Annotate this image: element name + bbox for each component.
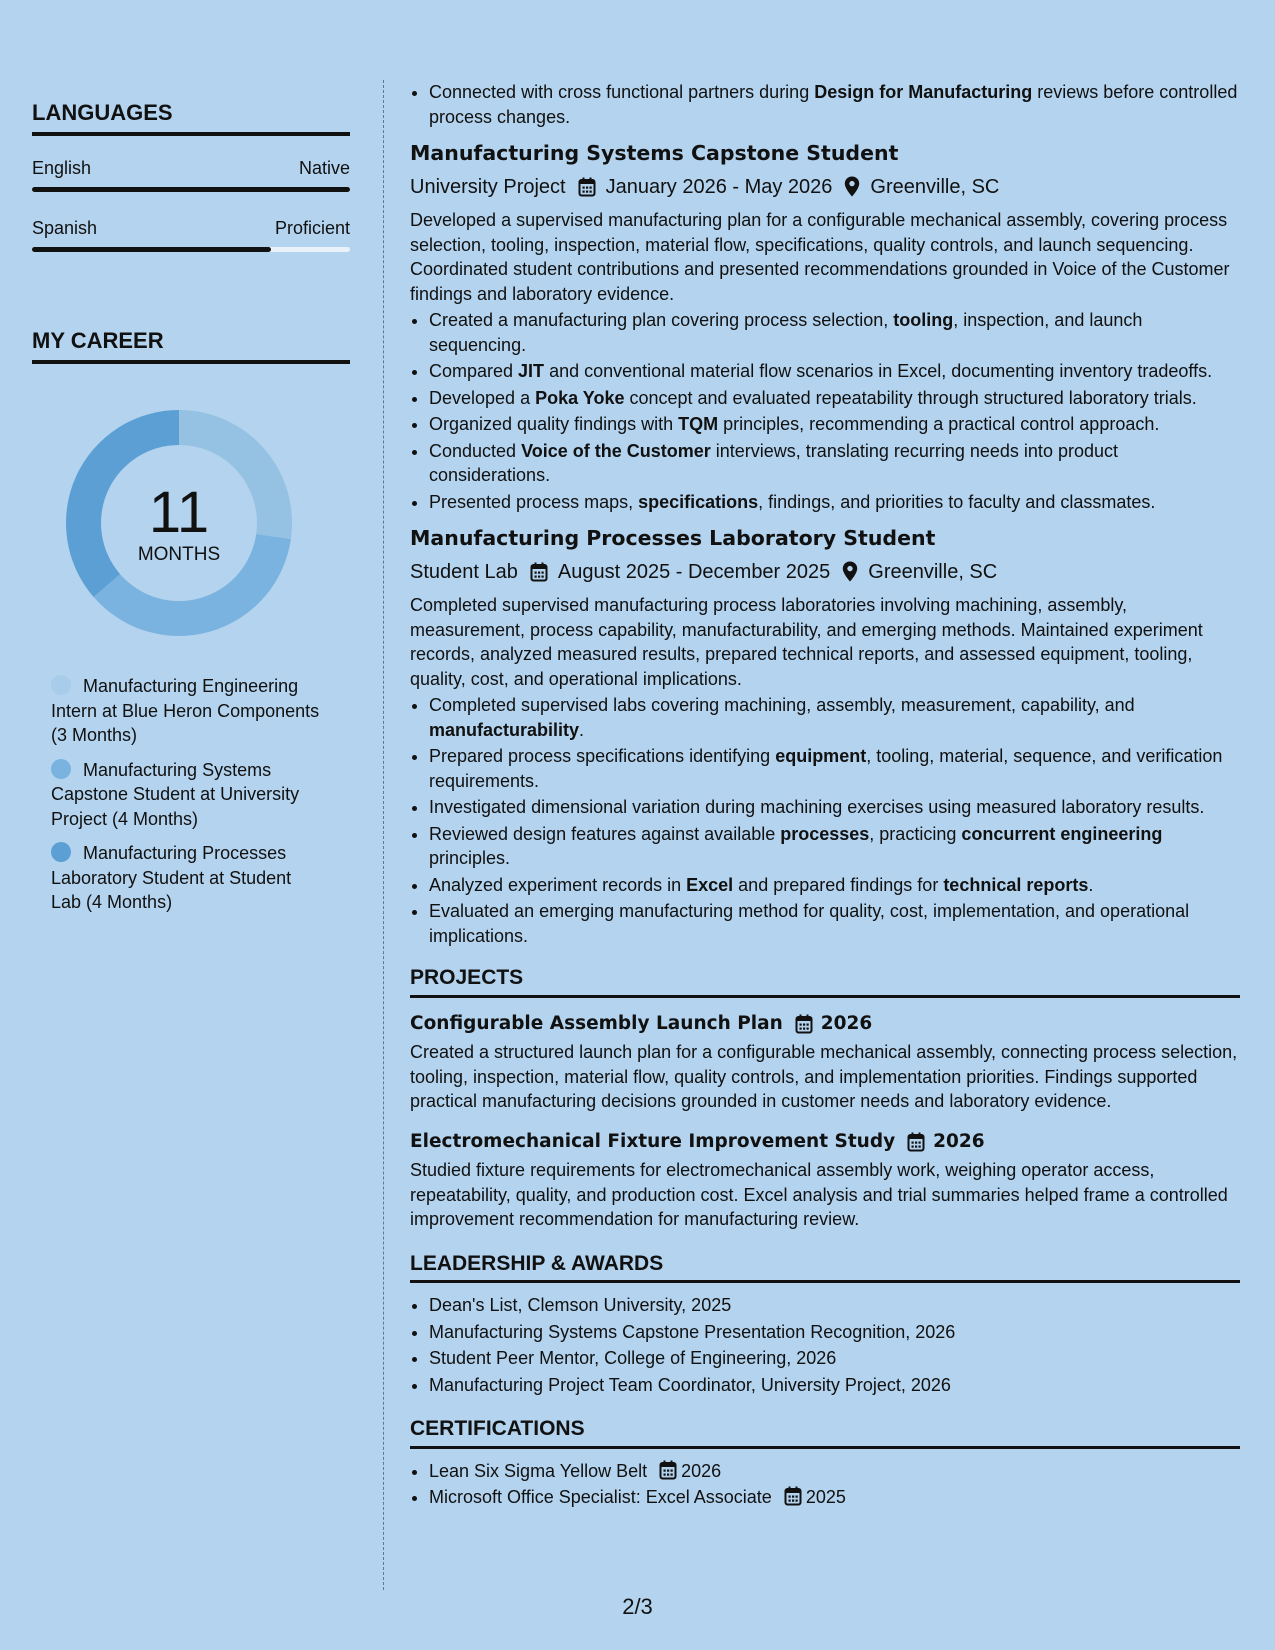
bullet-text: concept and evaluated repeatability through structured laboratory trials. bbox=[624, 387, 1197, 408]
certifications-heading: CERTIFICATIONS bbox=[410, 1417, 1240, 1449]
job-description: Completed supervised manufacturing process laboratories involving machining, assembly, measurement, process capability, manufacturability, and emerging methods. Maintained experiment records, analyzed measured results, prepared technical reports, and assessed equipment, tooling, quality, cost, and operational implications. bbox=[410, 595, 1203, 689]
bullet-keyword: Voice of the Customer bbox=[521, 440, 711, 461]
bullet-text: Presented process maps, bbox=[429, 491, 639, 512]
column-divider bbox=[383, 80, 384, 1590]
bullet-keyword: technical reports bbox=[943, 874, 1089, 895]
leadership-section bbox=[410, 1252, 1240, 1398]
continued-bullet-list bbox=[410, 80, 1240, 129]
job-title: Manufacturing Systems Capstone Student bbox=[410, 141, 899, 165]
legend-item bbox=[51, 674, 321, 748]
experience-list bbox=[410, 141, 1240, 948]
project-title-row bbox=[410, 1012, 1240, 1037]
language-proficiency-fill bbox=[32, 247, 271, 252]
certification-list bbox=[410, 1459, 1240, 1510]
bullet-text: . bbox=[579, 719, 585, 740]
bullet-item bbox=[429, 359, 1240, 384]
bullet-item bbox=[429, 386, 1240, 411]
project-list bbox=[410, 1012, 1240, 1232]
main-content bbox=[410, 78, 1240, 1512]
bullet-text: , findings, and priorities to faculty and classmates. bbox=[758, 491, 1156, 512]
bullet-text: Compared bbox=[429, 361, 519, 381]
job-description: Developed a supervised manufacturing plan for a configurable mechanical assembly, covering process selection, tooling, inspection, material flow, specifications, quality controls, and launch sequencing. Coordinated student contributions and presented recommendations grounded in Voice of the Customer findings and laboratory evidence. bbox=[410, 210, 1230, 304]
job-location: Greenville, SC bbox=[870, 175, 1000, 198]
languages-heading: LANGUAGES bbox=[32, 100, 350, 136]
award-item: • Manufacturing Systems Capstone Presentation Recognition, 2026 bbox=[429, 1320, 1240, 1345]
bullet-text: , inspection, and launch sequencing. bbox=[429, 310, 1143, 355]
bullet-text: principles. bbox=[429, 848, 511, 868]
job-dates: August 2025 - December 2025 bbox=[557, 560, 831, 583]
job-dates: January 2026 - May 2026 bbox=[605, 175, 833, 198]
project-entry bbox=[410, 1012, 1240, 1114]
job-meta bbox=[410, 560, 1240, 585]
bullet-keyword: concurrent engineering bbox=[961, 823, 1163, 844]
bullet-item bbox=[429, 80, 1240, 129]
bullet-text: Created a manufacturing plan covering process selection, bbox=[429, 310, 894, 330]
bullet-keyword: Design for Manufacturing bbox=[814, 82, 1033, 102]
job-organization: Student Lab bbox=[410, 560, 518, 583]
calendar-icon bbox=[530, 562, 548, 582]
bullet-item bbox=[429, 412, 1240, 437]
calendar-icon bbox=[784, 1486, 802, 1506]
project-title: Configurable Assembly Launch Plan bbox=[410, 1012, 783, 1034]
legend-text: Manufacturing Systems Capstone Student at University Project (4 Months) bbox=[51, 759, 300, 829]
language-row bbox=[32, 218, 350, 239]
calendar-icon bbox=[578, 177, 596, 197]
bullet-item bbox=[429, 308, 1240, 357]
bullet-text: . bbox=[1088, 874, 1094, 895]
bullet-text: Analyzed experiment records in bbox=[429, 874, 687, 895]
bullet-item bbox=[429, 744, 1240, 793]
certification-item bbox=[429, 1485, 1240, 1510]
job-bullet-list bbox=[410, 693, 1240, 948]
bullet-keyword: Poka Yoke bbox=[535, 387, 625, 408]
language-proficiency-bar bbox=[32, 247, 350, 252]
bullet-item bbox=[429, 822, 1240, 871]
bullet-text: Evaluated an emerging manufacturing method for quality, cost, implementation, and operational implications. bbox=[429, 901, 1190, 946]
leadership-list bbox=[410, 1293, 1240, 1397]
bullet-keyword: processes bbox=[780, 823, 870, 844]
project-year: 2026 bbox=[933, 1130, 985, 1152]
bullet-text: Connected with cross functional partners during bbox=[429, 82, 815, 102]
language-name: English bbox=[32, 158, 92, 178]
legend-dot bbox=[51, 759, 71, 779]
leadership-heading: LEADERSHIP & AWARDS bbox=[410, 1252, 1240, 1284]
bullet-text: Completed supervised labs covering machining, assembly, measurement, capability, and bbox=[429, 695, 1135, 715]
bullet-text: and conventional material flow scenarios in Excel, documenting inventory tradeoffs. bbox=[544, 361, 1213, 381]
bullet-item bbox=[429, 490, 1240, 515]
bullet-text: Organized quality findings with bbox=[429, 414, 679, 434]
project-year: 2026 bbox=[820, 1012, 873, 1034]
bullet-text: interviews, translating recurring needs into product considerations. bbox=[429, 440, 1118, 485]
bullet-item bbox=[429, 693, 1240, 742]
bullet-text: , tooling, material, sequence, and verification requirements. bbox=[429, 746, 1223, 791]
bullet-item bbox=[429, 439, 1240, 488]
project-description: Studied fixture requirements for electromechanical assembly work, weighing operator access, repeatability, quality, and production cost. Excel analysis and trial summaries helped frame a controlled improvement recommendation for manufacturing review. bbox=[410, 1160, 1228, 1229]
career-heading: MY CAREER bbox=[32, 328, 350, 364]
bullet-keyword: specifications bbox=[638, 491, 759, 512]
map-pin-icon bbox=[844, 176, 860, 197]
job-entry bbox=[410, 141, 1240, 514]
certification-year: 2025 bbox=[805, 1487, 846, 1507]
calendar-icon bbox=[659, 1460, 677, 1480]
career-legend bbox=[51, 674, 321, 915]
language-proficiency-fill bbox=[32, 187, 350, 192]
certification-year: 2026 bbox=[681, 1460, 722, 1481]
job-organization: University Project bbox=[410, 175, 566, 198]
project-title: Electromechanical Fixture Improvement Study bbox=[410, 1130, 896, 1152]
donut-unit-label: MONTHS bbox=[137, 544, 221, 565]
language-proficiency-bar bbox=[32, 187, 350, 192]
legend-dot bbox=[51, 842, 71, 862]
job-meta bbox=[410, 175, 1240, 200]
bullet-keyword: TQM bbox=[678, 414, 719, 434]
bullet-keyword: Excel bbox=[686, 874, 734, 895]
job-title: Manufacturing Processes Laboratory Student bbox=[410, 526, 936, 550]
bullet-text: and prepared findings for bbox=[733, 874, 944, 895]
job-bullet-list bbox=[410, 308, 1240, 514]
language-level: Proficient bbox=[274, 218, 350, 238]
job-location: Greenville, SC bbox=[868, 560, 998, 583]
languages-section bbox=[32, 100, 350, 252]
bullet-keyword: equipment bbox=[775, 746, 867, 766]
bullet-item bbox=[429, 795, 1240, 820]
certification-name: Lean Six Sigma Yellow Belt bbox=[429, 1460, 648, 1481]
career-section bbox=[32, 328, 350, 915]
job-entry bbox=[410, 526, 1240, 948]
certifications-section bbox=[410, 1417, 1240, 1510]
projects-heading: PROJECTS bbox=[410, 966, 1240, 998]
bullet-text: Investigated dimensional variation during machining exercises using measured laboratory results. bbox=[429, 797, 1205, 817]
language-level: Native bbox=[298, 158, 350, 178]
bullet-text: , practicing bbox=[869, 823, 962, 844]
project-description: Created a structured launch plan for a configurable mechanical assembly, connecting process selection, tooling, inspection, material flow, quality controls, and implementation priorities. Findings supported practical manufacturing decisions grounded in customer needs and laboratory evidence. bbox=[410, 1042, 1238, 1111]
bullet-item bbox=[429, 873, 1240, 898]
language-list bbox=[32, 158, 350, 252]
calendar-icon bbox=[795, 1014, 813, 1034]
bullet-keyword: manufacturability bbox=[429, 719, 580, 740]
legend-item bbox=[51, 758, 321, 832]
donut-total-months: 11 bbox=[148, 480, 210, 545]
legend-text: Manufacturing Engineering Intern at Blue Heron Components (3 Months) bbox=[51, 676, 320, 745]
project-entry bbox=[410, 1130, 1240, 1232]
calendar-icon bbox=[907, 1132, 925, 1152]
bullet-text: Prepared process specifications identifying bbox=[429, 746, 776, 766]
legend-item bbox=[51, 841, 321, 915]
page-number: 2/3 bbox=[622, 1594, 653, 1619]
bullet-text: reviews before controlled process changes. bbox=[429, 82, 1238, 127]
certification-name: Microsoft Office Specialist: Excel Associate bbox=[429, 1487, 772, 1507]
award-item: • Manufacturing Project Team Coordinator, University Project, 2026 bbox=[429, 1373, 1240, 1398]
career-donut-chart bbox=[64, 408, 294, 638]
award-item: • Student Peer Mentor, College of Engineering, 2026 bbox=[429, 1346, 1240, 1371]
legend-text: Manufacturing Processes Laboratory Student at Student Lab (4 Months) bbox=[51, 843, 292, 912]
language-name: Spanish bbox=[32, 218, 98, 238]
bullet-keyword: tooling bbox=[893, 310, 954, 330]
bullet-text: Reviewed design features against available bbox=[429, 823, 781, 844]
sidebar bbox=[32, 100, 350, 925]
projects-section bbox=[410, 966, 1240, 1232]
bullet-keyword: JIT bbox=[518, 361, 545, 381]
bullet-text: principles, recommending a practical control approach. bbox=[718, 414, 1160, 434]
project-title-row bbox=[410, 1130, 1240, 1155]
bullet-text: Conducted bbox=[429, 440, 522, 461]
bullet-item bbox=[429, 899, 1240, 948]
legend-dot bbox=[51, 675, 71, 695]
language-row bbox=[32, 158, 350, 179]
bullet-text: Developed a bbox=[429, 387, 536, 408]
certification-item bbox=[429, 1459, 1240, 1484]
donut-center bbox=[64, 408, 294, 638]
map-pin-icon bbox=[842, 561, 858, 582]
award-item: • Dean's List, Clemson University, 2025 bbox=[429, 1293, 1240, 1318]
